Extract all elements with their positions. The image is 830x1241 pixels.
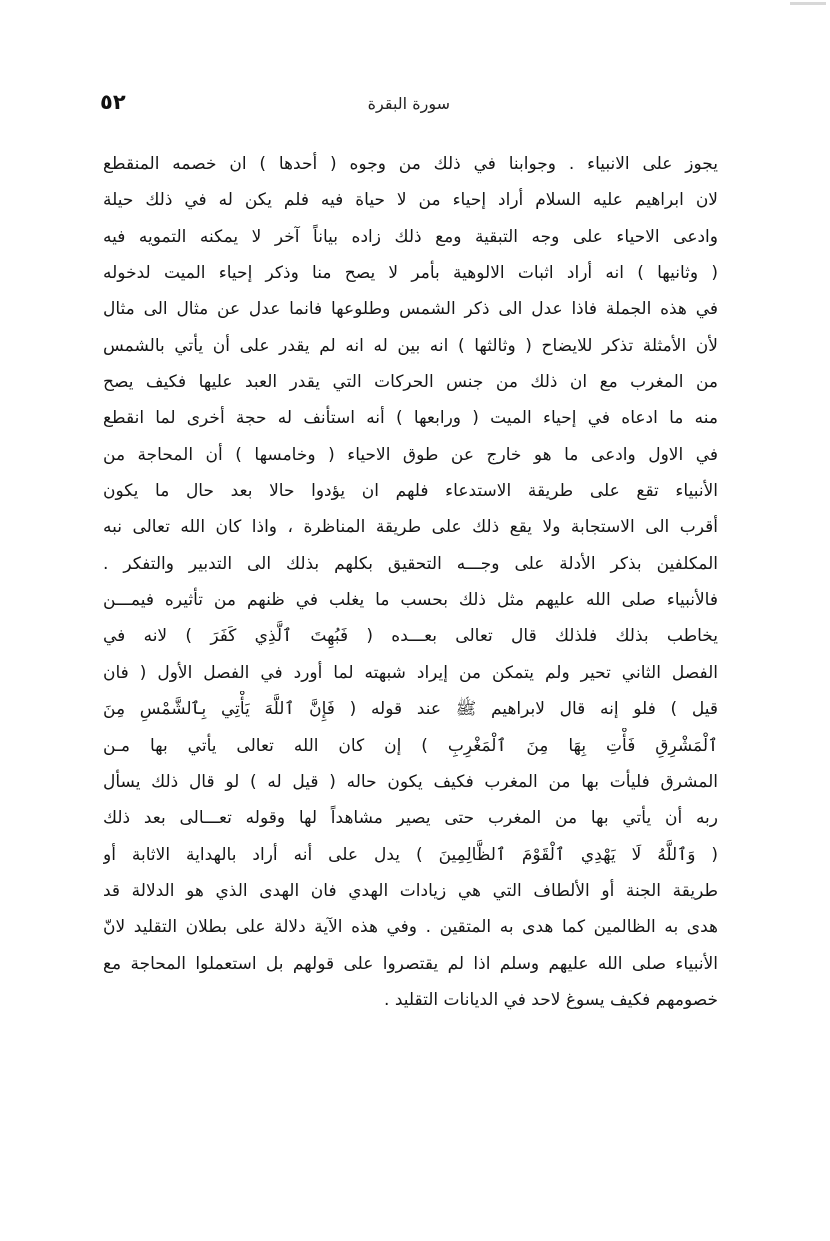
- text-line: الأنبياء تقع على طريقة الاستدعاء فلهم ان يؤدوا حالا بعد حال ما يكون: [103, 481, 718, 502]
- text-line: طريقة الجنة أو الألطاف التي هي زيادات الهدي فان الهدى الذي هو الدلالة قد: [103, 880, 718, 901]
- text-line: لأن الأمثلة تذكر للايضاح ( وثالثها ) انه بين له انه لم يقدر على أن يأتي بالشمس: [103, 335, 718, 356]
- scan-corner-mark: [790, 2, 826, 5]
- text-line: ( وثانيها ) انه أراد اثبات الالوهية بأمر لا يصح منا وذكر إحياء الميت لدخوله: [103, 263, 718, 284]
- text-line: في هذه الجملة فاذا عدل الى ذكر الشمس وطلوعها فانما عدل عن مثال الى مثال: [103, 299, 718, 320]
- body-text: [103, 146, 718, 1018]
- text-line: قيل ) فلو إنه قال لابراهيم ﷺ عند قوله ( فَإِنَّ ٱللَّهَ يَأْتِي بِٱلشَّمْسِ مِنَ: [103, 699, 718, 720]
- text-line: يخاطب بذلك فلذلك قال تعالى بعـــده ( فَبُهِتَ ٱلَّذِي كَفَرَ ) لانه في: [103, 626, 718, 647]
- text-line: المشرق فليأت بها من المغرب فكيف يكون حاله ( قيل له ) لو قال ذلك يسأل: [103, 771, 718, 792]
- running-title: سورة البقرة: [367, 94, 450, 113]
- text-line: الأنبياء صلى الله عليهم وسلم اذا لم يقتصروا على قولهم بل استعملوا المحاجة مع: [103, 953, 718, 974]
- text-line: هدى به الظالمين كما هدى به المتقين . وفي هذه الآية دلالة على بطلان التقليد لانّ: [103, 917, 718, 938]
- text-line: وادعى الاحياء على وجه التبقية ومع ذلك زاده بياناً آخر لا يمكنه التمويه فيه: [103, 226, 718, 247]
- text-line: المكلفين بذكر الأدلة على وجـــه التحقيق بكلهم بذلك الى التدبير والتفكر .: [103, 553, 718, 574]
- text-line: من المغرب مع ان ذلك من جنس الحركات التي يقدر العبد عليها فكيف يصح: [103, 372, 718, 393]
- text-line: ( وَٱللَّهُ لَا يَهْدِي ٱلْقَوْمَ ٱلظَّالِمِينَ ) يدل على أنه أراد بالهداية الاثابة أو: [103, 844, 718, 865]
- page-number: ٥٢: [100, 90, 126, 114]
- text-line: خصومهم فكيف يسوغ لاحد في الديانات التقليد .: [384, 989, 718, 1010]
- text-line: ٱلْمَشْرِقِ فَأْتِ بِهَا مِنَ ٱلْمَغْرِبِ ) إن كان الله تعالى يأتي بها مـن: [103, 735, 718, 756]
- text-line: الفصل الثاني تحير ولم يتمكن من إيراد شبهته لما أورد في الفصل الأول ( فان: [103, 662, 718, 683]
- text-line: لان ابراهيم عليه السلام أراد إحياء من لا حياة فيه فلم يكن له في ذلك حيلة: [103, 190, 718, 211]
- text-line: منه ما ادعاه في إحياء الميت ( ورابعها ) أنه استأنف له حجة أخرى لما انقطع: [103, 408, 718, 429]
- text-line: يجوز على الانبياء . وجوابنا في ذلك من وجوه ( أحدها ) ان خصمه المنقطع: [103, 154, 718, 174]
- text-line: في الاول وادعى ما هو خارج عن طوق الاحياء ( وخامسها ) أن المحاجة من: [103, 444, 718, 465]
- text-line: ربه أن يأتي بها من المغرب حتى يصير مشاهداً لها وقوله تعـــالى بعد ذلك: [103, 808, 718, 829]
- text-line: فالأنبياء صلى الله عليهم مثل ذلك بحسب ما يغلب في ظنهم من تأثيره فيمـــن: [103, 590, 718, 611]
- text-line: أقرب الى الاستجابة ولا يقع ذلك على طريقة المناظرة ، واذا كان الله تعالى نبه: [103, 517, 718, 538]
- page-header: [100, 90, 720, 120]
